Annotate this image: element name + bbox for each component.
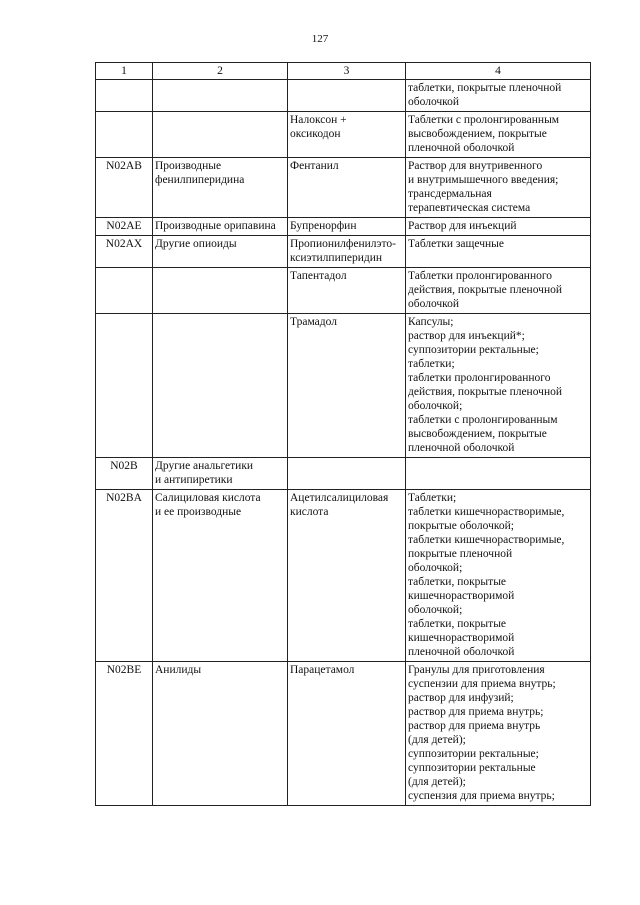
dosage-form-cell: таблетки, покрытые пленочной оболочкой	[406, 80, 591, 112]
dosage-form-cell: Таблетки пролонгированного действия, покрытые пленочной оболочкой	[406, 268, 591, 314]
group-cell	[153, 80, 288, 112]
group-cell: Производные фенилпиперидина	[153, 158, 288, 218]
dosage-form-cell: Таблетки; таблетки кишечнорастворимые, покрытые оболочкой; таблетки кишечнорастворимые, покрытые пленочной оболочкой; таблетки, покрытые кишечнорастворимой оболочкой; таблетки, покрытые кишечнорастворимой пленочной оболочкой	[406, 490, 591, 662]
table-header-row	[96, 63, 591, 80]
drug-name-cell: Бупренорфин	[288, 218, 406, 236]
drug-name-cell	[288, 458, 406, 490]
atc-code-cell: N02AX	[96, 236, 153, 268]
group-cell	[153, 112, 288, 158]
table-row	[96, 490, 591, 662]
group-cell: Другие анальгетики и антипиретики	[153, 458, 288, 490]
dosage-form-cell: Таблетки защечные	[406, 236, 591, 268]
group-cell: Другие опиоиды	[153, 236, 288, 268]
drug-name-cell	[288, 80, 406, 112]
atc-code-cell	[96, 268, 153, 314]
dosage-form-cell: Капсулы; раствор для инъекций*; суппозитории ректальные; таблетки; таблетки пролонгированного действия, покрытые пленочной оболочкой; таблетки с пролонгированным высвобождением, покрытые пленочной оболочкой	[406, 314, 591, 458]
column-header-2: 2	[153, 63, 288, 80]
atc-code-cell: N02B	[96, 458, 153, 490]
table-row	[96, 218, 591, 236]
drug-name-cell: Ацетилсалициловая кислота	[288, 490, 406, 662]
page-number: 127	[311, 33, 329, 45]
atc-code-cell	[96, 314, 153, 458]
group-cell	[153, 268, 288, 314]
atc-code-cell: N02BA	[96, 490, 153, 662]
table-row	[96, 236, 591, 268]
dosage-form-cell: Таблетки с пролонгированным высвобождением, покрытые пленочной оболочкой	[406, 112, 591, 158]
column-header-1: 1	[96, 63, 153, 80]
group-cell: Анилиды	[153, 662, 288, 806]
column-header-4: 4	[406, 63, 591, 80]
atc-code-cell: N02AB	[96, 158, 153, 218]
dosage-form-cell: Раствор для внутривенного и внутримышечного введения; трансдермальная терапевтическая система	[406, 158, 591, 218]
drug-name-cell: Тапентадол	[288, 268, 406, 314]
column-header-3: 3	[288, 63, 406, 80]
atc-code-cell: N02AE	[96, 218, 153, 236]
group-cell: Производные орипавина	[153, 218, 288, 236]
table-row	[96, 158, 591, 218]
table-row	[96, 662, 591, 806]
table-row	[96, 112, 591, 158]
table-row	[96, 268, 591, 314]
table-row	[96, 80, 591, 112]
drug-name-cell: Трамадол	[288, 314, 406, 458]
dosage-form-cell	[406, 458, 591, 490]
group-cell: Салициловая кислота и ее производные	[153, 490, 288, 662]
atc-code-cell	[96, 80, 153, 112]
drug-name-cell: Налоксон + оксикодон	[288, 112, 406, 158]
medication-table	[95, 62, 591, 806]
table-row	[96, 314, 591, 458]
drug-name-cell: Парацетамол	[288, 662, 406, 806]
drug-name-cell: Пропионилфенилэто- ксиэтилпиперидин	[288, 236, 406, 268]
dosage-form-cell: Гранулы для приготовления суспензии для приема внутрь; раствор для инфузий; раствор для приема внутрь; раствор для приема внутрь (для детей); суппозитории ректальные; суппозитории ректальные (для детей); суспензия для приема внутрь;	[406, 662, 591, 806]
table-row	[96, 458, 591, 490]
drug-name-cell: Фентанил	[288, 158, 406, 218]
atc-code-cell: N02BE	[96, 662, 153, 806]
atc-code-cell	[96, 112, 153, 158]
dosage-form-cell: Раствор для инъекций	[406, 218, 591, 236]
group-cell	[153, 314, 288, 458]
